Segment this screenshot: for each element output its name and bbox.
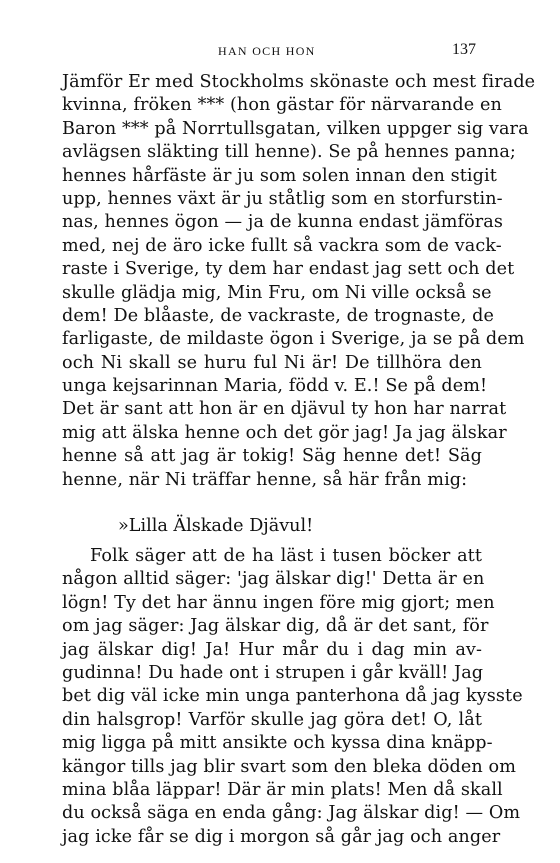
text-line: raste i Sverige, ty dem har endast jag sett och det	[62, 259, 515, 280]
text-line: Folk säger att de ha läst i tusen böcker att	[90, 546, 482, 567]
text-line: kängor tills jag blir svart som den bleka döden om	[62, 756, 517, 777]
running-title: HAN OCH HON	[218, 44, 316, 58]
text-line: mig att älska henne och det gör jag! Ja jag älskar	[62, 422, 507, 443]
text-line: farligaste, de mildaste ögon i Sverige, ja se på dem	[62, 329, 525, 350]
text-line: och Ni skall se huru ful Ni är! De tillhöra den	[62, 352, 482, 373]
text-line: lögn! Ty det har ännu ingen före mig gjort; men	[62, 592, 495, 613]
text-line: bet dig väl icke min unga panterhona då jag kysste	[62, 686, 523, 707]
page-number: 137	[452, 41, 476, 58]
text-line: henne så att jag är tokig! Säg henne det! Säg	[62, 446, 482, 467]
text-line: någon alltid säger: 'jag älskar dig!' Detta är en	[62, 569, 485, 590]
text-line: jag älskar dig! Ja! Hur mår du i dag min av-	[62, 639, 482, 660]
text-line: mina blåa läppar! Där är min plats! Men då skall	[62, 779, 503, 800]
text-line: skulle glädja mig, Min Fru, om Ni ville också se	[62, 282, 492, 303]
text-line: om jag säger: Jag älskar dig, då är det sant, för	[62, 616, 489, 637]
text-line: avlägsen släkting till henne). Se på hennes panna;	[62, 142, 516, 163]
text-line: nas, hennes ögon — ja de kunna endast jämföras	[62, 212, 504, 233]
text-line: Baron *** på Norrtullsgatan, vilken uppger sig vara	[62, 118, 529, 139]
text-line: gudinna! Du hade ont i strupen i går kväll! Jag	[62, 662, 484, 683]
paragraph-gap	[62, 492, 482, 511]
running-head	[0, 43, 560, 63]
text-line: jag icke får se dig i morgon så går jag och anger	[62, 826, 501, 847]
text-line: din halsgrop! Varför skulle jag göra det! O, låt	[62, 709, 482, 730]
text-line: hennes hårfäste är ju som solen innan den stigit	[62, 165, 497, 186]
letter-salutation: »Lilla Älskade Djävul!	[118, 516, 314, 537]
paragraph-2	[62, 545, 523, 849]
paragraph-1	[62, 71, 536, 492]
text-line: mig ligga på mitt ansikte och kyssa dina knäpp-	[62, 733, 493, 754]
text-line: henne, när Ni träffar henne, så här från mig:	[62, 469, 468, 490]
text-line: upp, hennes växt är ju ståtlig som en storfurstin-	[62, 188, 503, 209]
text-line: dem! De blåaste, de vackraste, de trognaste, de	[62, 305, 494, 326]
text-line: med, nej de äro icke fullt så vackra som de vack-	[62, 235, 502, 256]
text-line: kvinna, fröken *** (hon gästar för närvarande en	[62, 95, 502, 116]
text-line: du också säga en enda gång: Jag älskar dig! — Om	[62, 803, 521, 824]
text-line: unga kejsarinnan Maria, född v. E.! Se på dem!	[62, 376, 488, 397]
body-text	[62, 71, 536, 849]
text-line: Jämför Er med Stockholms skönaste och mest firade	[62, 72, 536, 92]
text-line: Det är sant att hon är en djävul ty hon har narrat	[62, 399, 507, 420]
